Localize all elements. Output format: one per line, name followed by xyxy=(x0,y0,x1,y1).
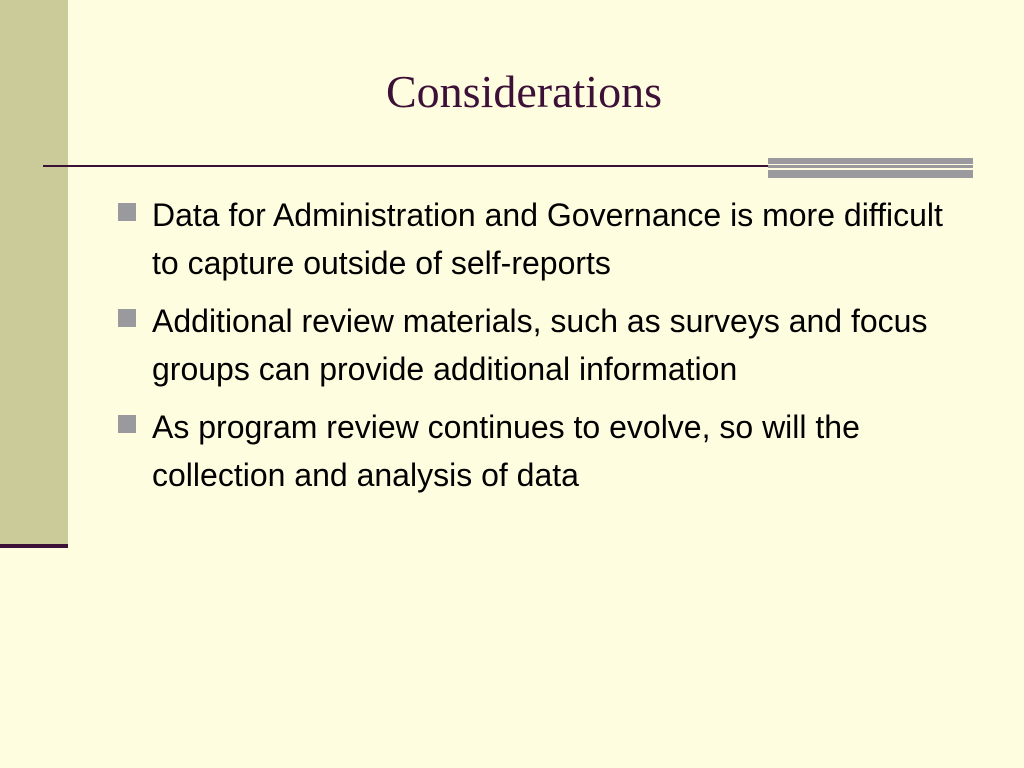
bullet-text: As program review continues to evolve, so will the collection and analysis of data xyxy=(152,409,860,493)
accent-stripe xyxy=(768,170,973,178)
bullet-item xyxy=(114,403,994,499)
accent-stripe xyxy=(768,165,973,168)
bullet-text: Additional review materials, such as surveys and focus groups can provide additional information xyxy=(152,303,928,387)
square-bullet-icon xyxy=(118,309,136,327)
accent-bar xyxy=(768,158,973,178)
bullet-list xyxy=(114,191,994,509)
slide-title: Considerations xyxy=(386,66,662,117)
title-divider xyxy=(43,165,768,167)
square-bullet-icon xyxy=(118,415,136,433)
bullet-text: Data for Administration and Governance is more difficult to capture outside of self-reports xyxy=(152,197,943,281)
side-band-rule xyxy=(0,544,68,548)
bullet-item xyxy=(114,191,994,287)
square-bullet-icon xyxy=(118,203,136,221)
bullet-item xyxy=(114,297,994,393)
accent-stripe xyxy=(768,158,973,164)
